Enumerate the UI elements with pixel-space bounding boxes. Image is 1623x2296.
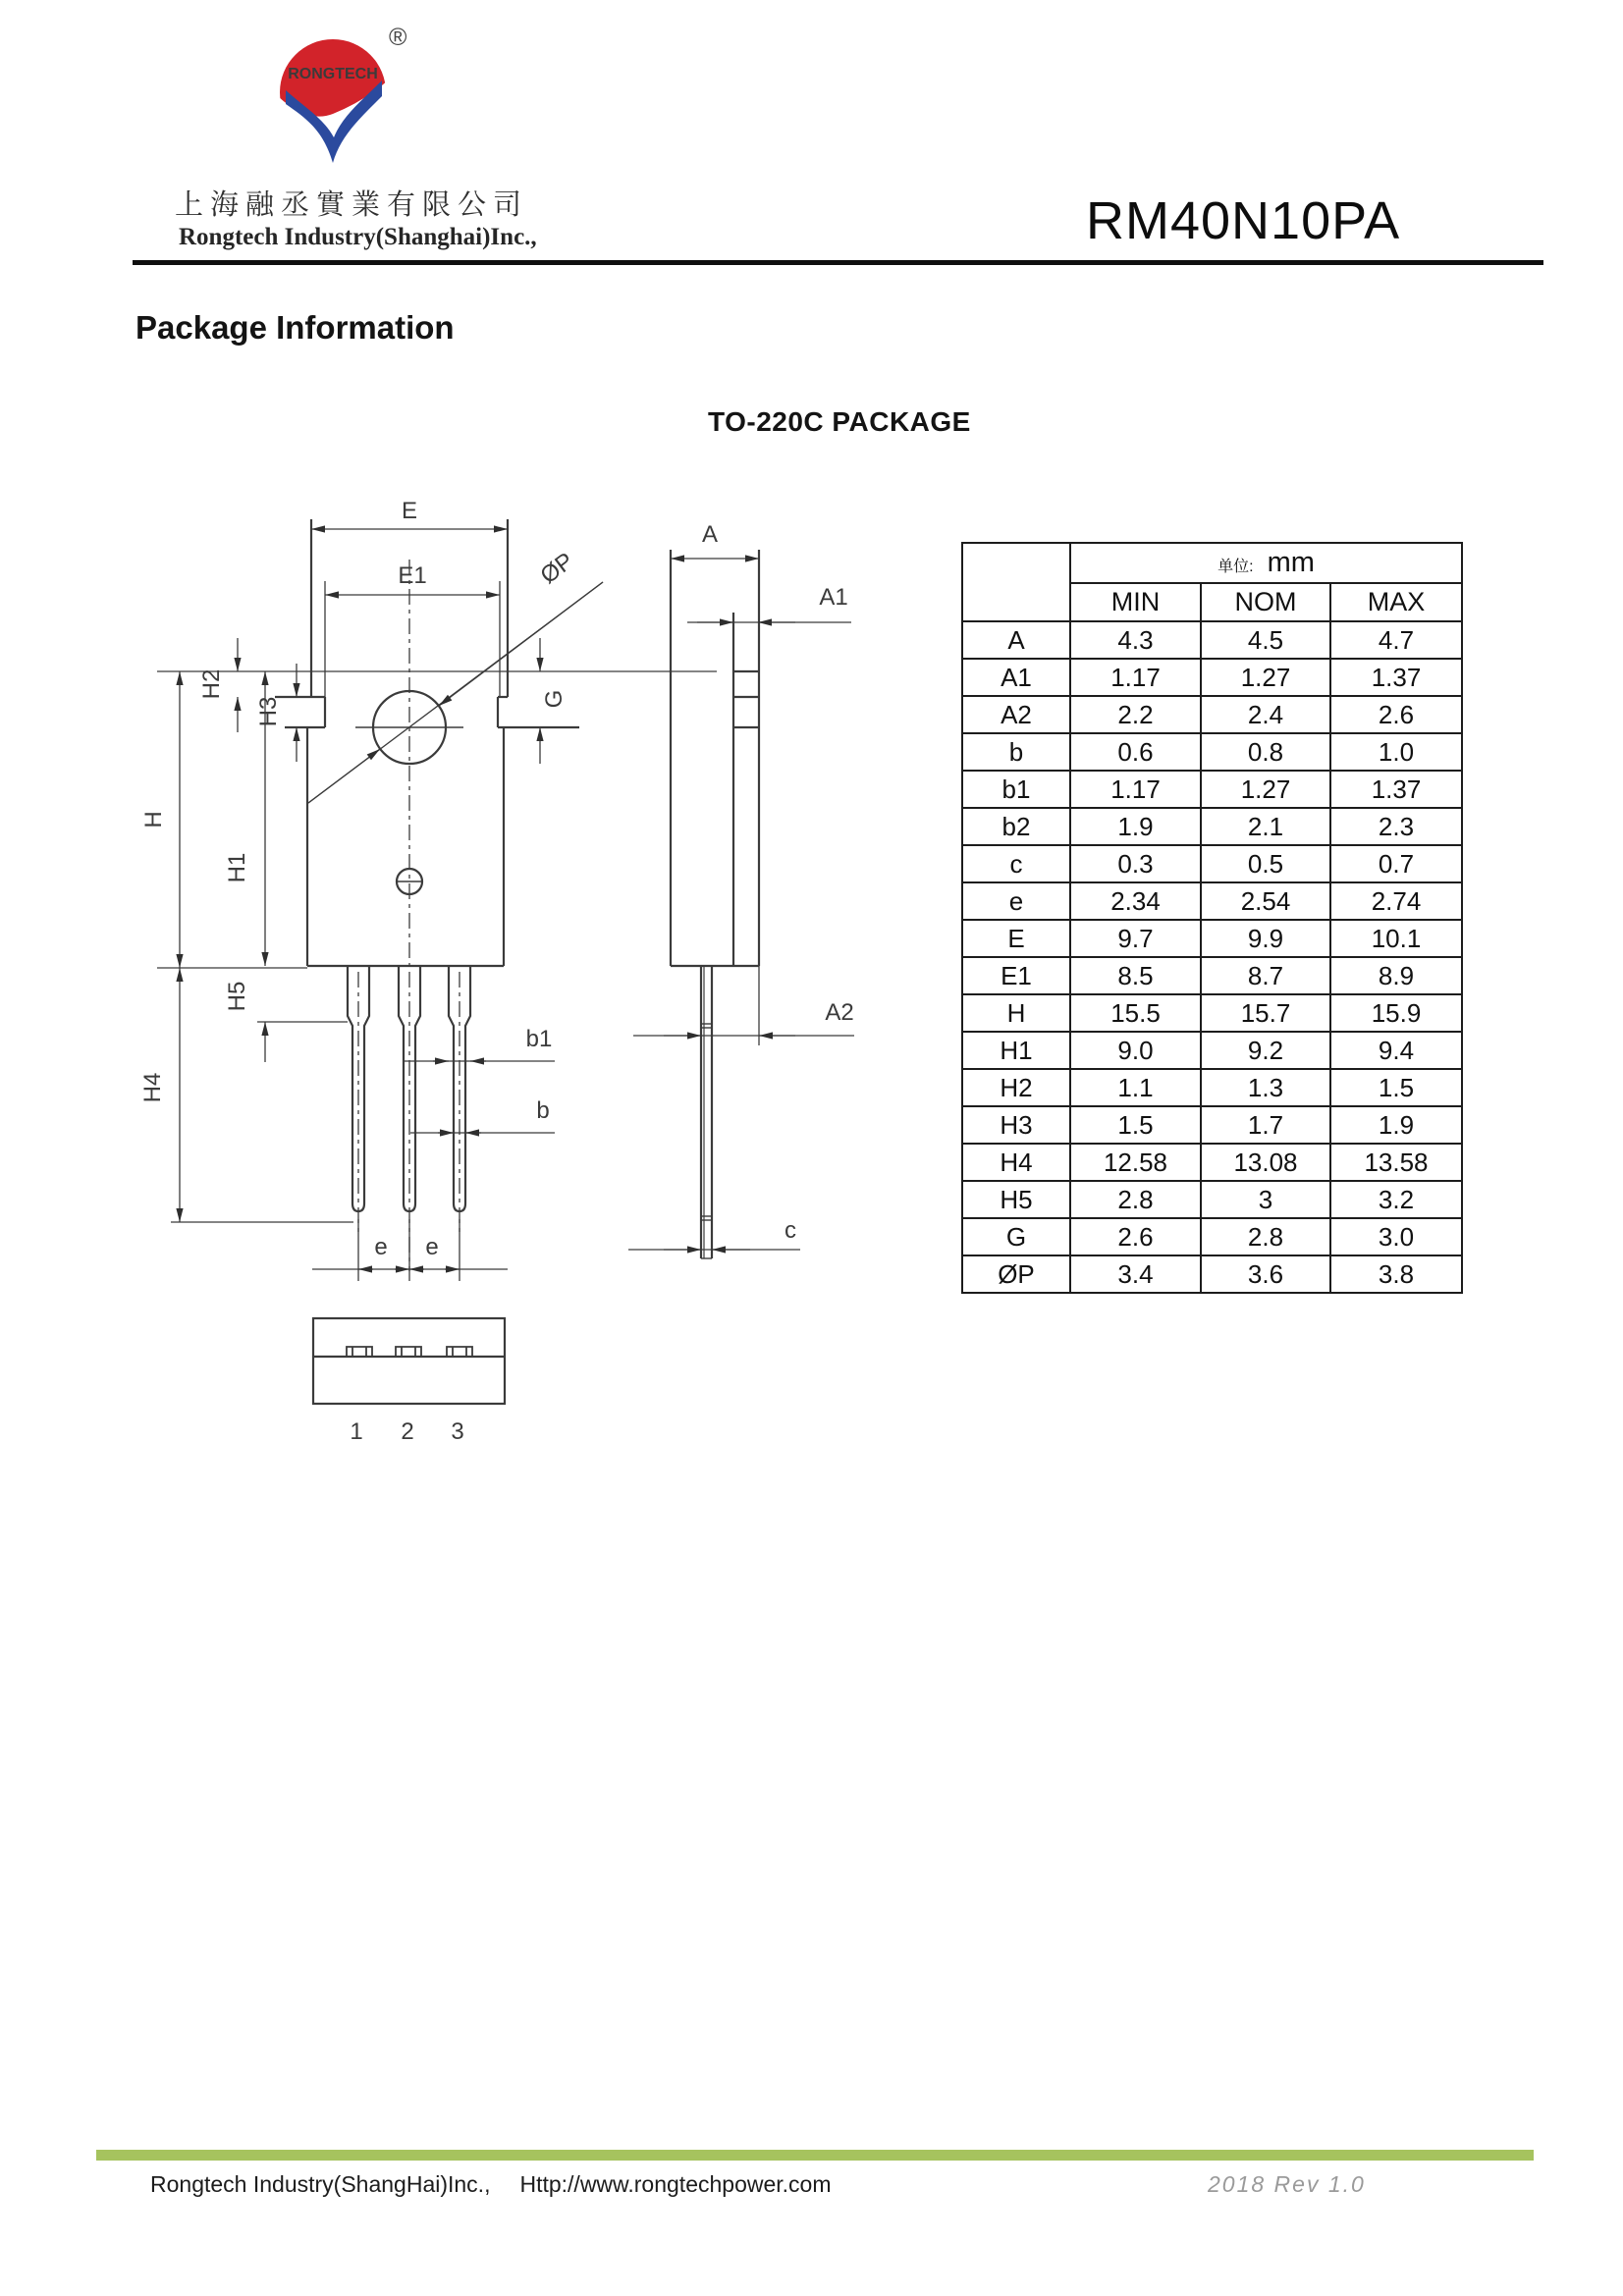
unit-cell [1070, 543, 1462, 583]
dim-label-H1: H1 [224, 852, 250, 883]
col-header-max: MAX [1330, 583, 1462, 621]
dim-value-nom: 0.8 [1201, 733, 1330, 771]
dim-label-A: A [701, 521, 719, 548]
dim-name: H [962, 994, 1070, 1032]
header-divider [133, 260, 1543, 265]
dim-value-max: 3.8 [1330, 1255, 1462, 1293]
dim-value-nom: 2.54 [1201, 882, 1330, 920]
dim-value-nom: 9.9 [1201, 920, 1330, 957]
dim-value-nom: 1.27 [1201, 771, 1330, 808]
dim-value-min: 1.5 [1070, 1106, 1201, 1144]
company-name-en: Rongtech Industry(Shanghai)Inc., [179, 224, 537, 250]
dim-name: H1 [962, 1032, 1070, 1069]
table-row [962, 845, 1462, 882]
dim-value-max: 13.58 [1330, 1144, 1462, 1181]
dim-name: H5 [962, 1181, 1070, 1218]
dim-value-nom: 2.1 [1201, 808, 1330, 845]
dim-value-max: 4.7 [1330, 621, 1462, 659]
table-row [962, 621, 1462, 659]
dim-value-max: 15.9 [1330, 994, 1462, 1032]
dim-value-min: 3.4 [1070, 1255, 1201, 1293]
dim-value-min: 12.58 [1070, 1144, 1201, 1181]
table-row [962, 957, 1462, 994]
table-row [962, 771, 1462, 808]
dim-label-b1: b1 [525, 1026, 553, 1052]
dim-name: G [962, 1218, 1070, 1255]
table-row [962, 1106, 1462, 1144]
table-row [962, 994, 1462, 1032]
table-row [962, 808, 1462, 845]
center-lines [358, 560, 460, 1271]
dim-label-e-left: e [374, 1234, 388, 1260]
front-view [275, 519, 579, 1404]
dim-value-nom: 13.08 [1201, 1144, 1330, 1181]
dim-value-min: 2.2 [1070, 696, 1201, 733]
dim-label-H2: H2 [198, 668, 225, 700]
dim-value-max: 3.0 [1330, 1218, 1462, 1255]
dim-label-A1: A1 [819, 584, 848, 611]
rongtech-logo-icon [278, 35, 388, 173]
table-row [962, 733, 1462, 771]
dim-name: ØP [962, 1255, 1070, 1293]
table-row [962, 696, 1462, 733]
dim-value-min: 0.3 [1070, 845, 1201, 882]
dim-value-min: 2.8 [1070, 1181, 1201, 1218]
dim-name: b [962, 733, 1070, 771]
dim-value-max: 9.4 [1330, 1032, 1462, 1069]
dim-name: A2 [962, 696, 1070, 733]
dim-value-max: 1.9 [1330, 1106, 1462, 1144]
side-view [671, 550, 759, 1258]
dim-value-min: 0.6 [1070, 733, 1201, 771]
dim-value-max: 2.74 [1330, 882, 1462, 920]
dim-value-max: 1.5 [1330, 1069, 1462, 1106]
dim-name: e [962, 882, 1070, 920]
dim-label-b: b [536, 1097, 550, 1124]
dimension-labels [139, 498, 854, 1445]
dim-value-min: 4.3 [1070, 621, 1201, 659]
page-title: Package Information [135, 309, 455, 346]
table-row [962, 882, 1462, 920]
dim-value-min: 15.5 [1070, 994, 1201, 1032]
dim-name: b1 [962, 771, 1070, 808]
dim-value-nom: 3.6 [1201, 1255, 1330, 1293]
dim-value-min: 1.17 [1070, 771, 1201, 808]
dimension-lines [157, 529, 854, 1281]
footer-revision: 2018 Rev 1.0 [1208, 2171, 1366, 2197]
corner-cell [962, 543, 1070, 621]
dim-name: E [962, 920, 1070, 957]
col-header-nom: NOM [1201, 583, 1330, 621]
part-number: RM40N10PA [1086, 191, 1401, 250]
pin-label-3: 3 [451, 1418, 464, 1445]
dim-value-max: 2.6 [1330, 696, 1462, 733]
dim-value-max: 3.2 [1330, 1181, 1462, 1218]
table-row [962, 1255, 1462, 1293]
dim-label-H5: H5 [224, 981, 250, 1012]
table-row [962, 920, 1462, 957]
dim-label-G: G [541, 689, 568, 709]
dim-value-max: 0.7 [1330, 845, 1462, 882]
dim-label-OP: ØP [535, 547, 579, 590]
unit-label: 单位: [1217, 559, 1254, 575]
dim-value-min: 1.1 [1070, 1069, 1201, 1106]
footer-text [150, 2171, 832, 2198]
dim-value-max: 8.9 [1330, 957, 1462, 994]
dim-value-max: 1.0 [1330, 733, 1462, 771]
dim-name: b2 [962, 808, 1070, 845]
dim-value-nom: 0.5 [1201, 845, 1330, 882]
pin-label-2: 2 [401, 1418, 414, 1445]
dim-name: H2 [962, 1069, 1070, 1106]
dim-label-E1: E1 [398, 562, 427, 589]
registered-mark: ® [389, 24, 407, 51]
col-header-min: MIN [1070, 583, 1201, 621]
company-name-cn: 上海融丞實業有限公司 [175, 189, 529, 221]
dim-label-H4: H4 [139, 1072, 166, 1103]
dim-value-min: 2.34 [1070, 882, 1201, 920]
dim-value-nom: 4.5 [1201, 621, 1330, 659]
dim-value-nom: 1.3 [1201, 1069, 1330, 1106]
footer-bar [96, 2150, 1534, 2161]
package-dimension-table [961, 542, 1463, 1294]
dim-value-min: 2.6 [1070, 1218, 1201, 1255]
table-row [962, 1069, 1462, 1106]
dim-name: E1 [962, 957, 1070, 994]
dim-value-nom: 3 [1201, 1181, 1330, 1218]
package-table-body [962, 621, 1462, 1293]
dim-value-min: 9.0 [1070, 1032, 1201, 1069]
dim-value-max: 1.37 [1330, 659, 1462, 696]
dim-value-min: 1.9 [1070, 808, 1201, 845]
dim-value-nom: 8.7 [1201, 957, 1330, 994]
dim-name: A1 [962, 659, 1070, 696]
package-title: TO-220C PACKAGE [708, 406, 971, 437]
dim-label-e-right: e [425, 1234, 439, 1260]
dim-value-nom: 15.7 [1201, 994, 1330, 1032]
dim-value-nom: 1.7 [1201, 1106, 1330, 1144]
dim-label-H3: H3 [255, 696, 282, 727]
table-row [962, 1144, 1462, 1181]
dim-name: H3 [962, 1106, 1070, 1144]
pin-label-1: 1 [350, 1418, 363, 1445]
footer-website: Http://www.rongtechpower.com [519, 2171, 832, 2197]
dim-name: H4 [962, 1144, 1070, 1181]
dim-value-nom: 9.2 [1201, 1032, 1330, 1069]
dim-value-max: 10.1 [1330, 920, 1462, 957]
table-row [962, 1032, 1462, 1069]
package-outline-drawing [98, 452, 982, 1472]
dim-value-nom: 2.4 [1201, 696, 1330, 733]
dim-value-min: 9.7 [1070, 920, 1201, 957]
dim-name: A [962, 621, 1070, 659]
dim-label-A2: A2 [825, 999, 854, 1026]
dim-value-nom: 1.27 [1201, 659, 1330, 696]
dim-value-nom: 2.8 [1201, 1218, 1330, 1255]
dim-value-min: 8.5 [1070, 957, 1201, 994]
dim-value-max: 1.37 [1330, 771, 1462, 808]
unit-header-row [962, 543, 1462, 583]
dim-value-max: 2.3 [1330, 808, 1462, 845]
logo-brand-text: RONGTECH [288, 66, 378, 82]
table-row [962, 1181, 1462, 1218]
dim-label-H: H [140, 811, 167, 828]
dim-name: c [962, 845, 1070, 882]
dim-label-c: c [784, 1217, 796, 1244]
dim-label-E: E [401, 498, 418, 524]
footer-company: Rongtech Industry(ShangHai)Inc., [150, 2171, 491, 2197]
unit-value: mm [1267, 547, 1315, 578]
table-row [962, 1218, 1462, 1255]
table-row [962, 659, 1462, 696]
dim-value-min: 1.17 [1070, 659, 1201, 696]
